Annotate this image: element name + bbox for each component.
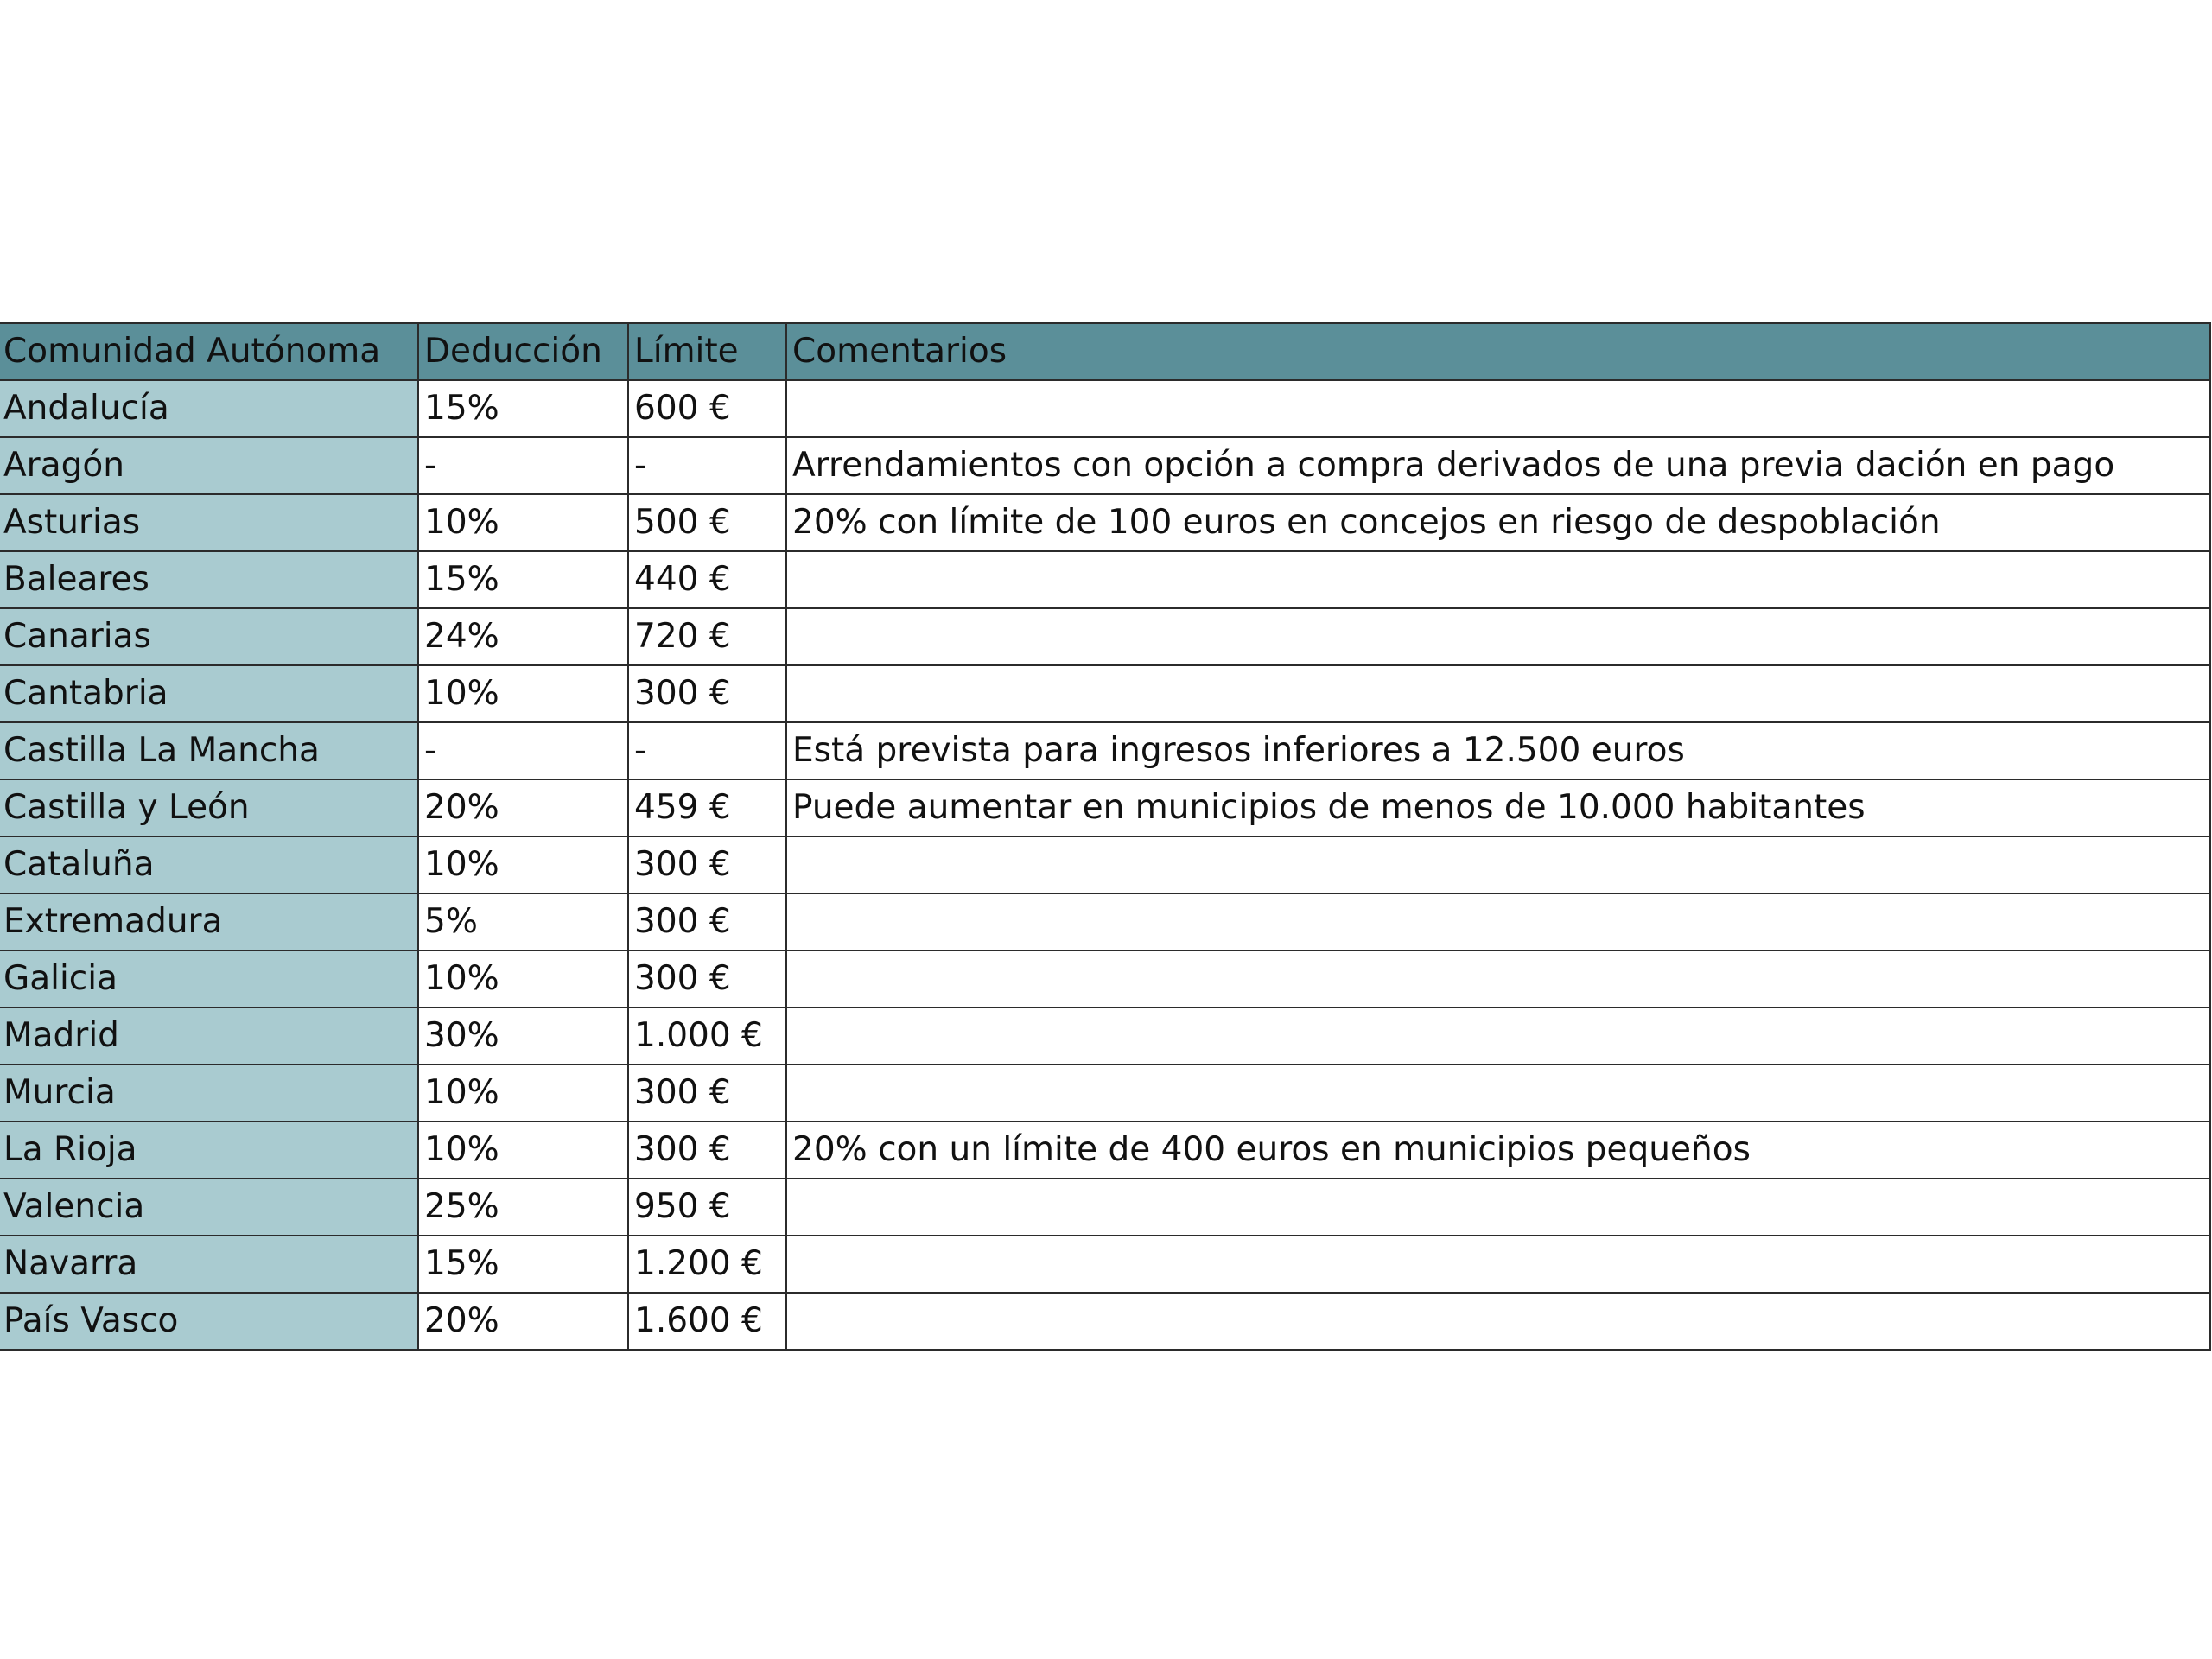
table-row xyxy=(0,437,2210,494)
cell-limite: 1.600 € xyxy=(628,1293,786,1350)
table-row xyxy=(0,893,2210,950)
cell-comentarios: Arrendamientos con opción a compra derivados de una previa dación en pago xyxy=(786,437,2210,494)
cell-limite: 459 € xyxy=(628,779,786,836)
cell-deduccion: - xyxy=(418,722,628,779)
cell-comentarios xyxy=(786,380,2210,437)
cell-comentarios xyxy=(786,893,2210,950)
cell-region: Valencia xyxy=(0,1179,418,1236)
cell-limite: 1.000 € xyxy=(628,1007,786,1065)
cell-limite: 300 € xyxy=(628,1065,786,1122)
cell-region: Navarra xyxy=(0,1236,418,1293)
table-row xyxy=(0,1236,2210,1293)
cell-deduccion: 10% xyxy=(418,1065,628,1122)
table-row xyxy=(0,380,2210,437)
cell-comentarios: Puede aumentar en municipios de menos de 10.000 habitantes xyxy=(786,779,2210,836)
cell-limite: 1.200 € xyxy=(628,1236,786,1293)
header-limite: Límite xyxy=(628,323,786,380)
cell-limite: 300 € xyxy=(628,836,786,893)
cell-comentarios xyxy=(786,1236,2210,1293)
cell-comentarios xyxy=(786,836,2210,893)
cell-region: Cantabria xyxy=(0,665,418,722)
cell-comentarios xyxy=(786,1065,2210,1122)
cell-comentarios: 20% con un límite de 400 euros en municipios pequeños xyxy=(786,1122,2210,1179)
table-row xyxy=(0,1007,2210,1065)
cell-comentarios xyxy=(786,551,2210,608)
cell-limite: 950 € xyxy=(628,1179,786,1236)
header-row xyxy=(0,323,2210,380)
cell-limite: 300 € xyxy=(628,665,786,722)
table-row xyxy=(0,1122,2210,1179)
cell-deduccion: 24% xyxy=(418,608,628,665)
cell-deduccion: 15% xyxy=(418,1236,628,1293)
table-row xyxy=(0,1293,2210,1350)
header-comunidad: Comunidad Autónoma xyxy=(0,323,418,380)
table-row xyxy=(0,950,2210,1007)
deductions-table xyxy=(0,322,2211,1351)
cell-deduccion: 10% xyxy=(418,950,628,1007)
cell-limite: 300 € xyxy=(628,1122,786,1179)
cell-comentarios xyxy=(786,1179,2210,1236)
table-row xyxy=(0,494,2210,551)
cell-deduccion: 20% xyxy=(418,779,628,836)
table-row xyxy=(0,779,2210,836)
cell-deduccion: 10% xyxy=(418,836,628,893)
cell-deduccion: 10% xyxy=(418,494,628,551)
cell-deduccion: 10% xyxy=(418,1122,628,1179)
cell-limite: 500 € xyxy=(628,494,786,551)
cell-limite: 440 € xyxy=(628,551,786,608)
cell-comentarios: Está prevista para ingresos inferiores a 12.500 euros xyxy=(786,722,2210,779)
cell-deduccion: 10% xyxy=(418,665,628,722)
cell-region: Andalucía xyxy=(0,380,418,437)
table-row xyxy=(0,665,2210,722)
cell-region: Castilla La Mancha xyxy=(0,722,418,779)
header-comentarios: Comentarios xyxy=(786,323,2210,380)
cell-comentarios: 20% con límite de 100 euros en concejos en riesgo de despoblación xyxy=(786,494,2210,551)
cell-region: Madrid xyxy=(0,1007,418,1065)
cell-region: Aragón xyxy=(0,437,418,494)
cell-deduccion: 30% xyxy=(418,1007,628,1065)
cell-region: Cataluña xyxy=(0,836,418,893)
cell-region: La Rioja xyxy=(0,1122,418,1179)
table-row xyxy=(0,1065,2210,1122)
cell-deduccion: 15% xyxy=(418,551,628,608)
cell-limite: 300 € xyxy=(628,950,786,1007)
table-body xyxy=(0,380,2210,1350)
cell-limite: - xyxy=(628,437,786,494)
cell-comentarios xyxy=(786,1293,2210,1350)
cell-comentarios xyxy=(786,1007,2210,1065)
table-row xyxy=(0,722,2210,779)
header-deduccion: Deducción xyxy=(418,323,628,380)
cell-region: Extremadura xyxy=(0,893,418,950)
cell-region: Murcia xyxy=(0,1065,418,1122)
cell-limite: 300 € xyxy=(628,893,786,950)
table-row xyxy=(0,608,2210,665)
cell-deduccion: 5% xyxy=(418,893,628,950)
cell-comentarios xyxy=(786,950,2210,1007)
cell-limite: 720 € xyxy=(628,608,786,665)
cell-deduccion: 25% xyxy=(418,1179,628,1236)
cell-region: Galicia xyxy=(0,950,418,1007)
table-row xyxy=(0,1179,2210,1236)
cell-comentarios xyxy=(786,665,2210,722)
cell-deduccion: 20% xyxy=(418,1293,628,1350)
cell-region: Canarias xyxy=(0,608,418,665)
cell-deduccion: - xyxy=(418,437,628,494)
table-row xyxy=(0,551,2210,608)
cell-region: País Vasco xyxy=(0,1293,418,1350)
cell-region: Baleares xyxy=(0,551,418,608)
cell-deduccion: 15% xyxy=(418,380,628,437)
cell-region: Castilla y León xyxy=(0,779,418,836)
cell-limite: 600 € xyxy=(628,380,786,437)
cell-limite: - xyxy=(628,722,786,779)
cell-region: Asturias xyxy=(0,494,418,551)
cell-comentarios xyxy=(786,608,2210,665)
table-row xyxy=(0,836,2210,893)
